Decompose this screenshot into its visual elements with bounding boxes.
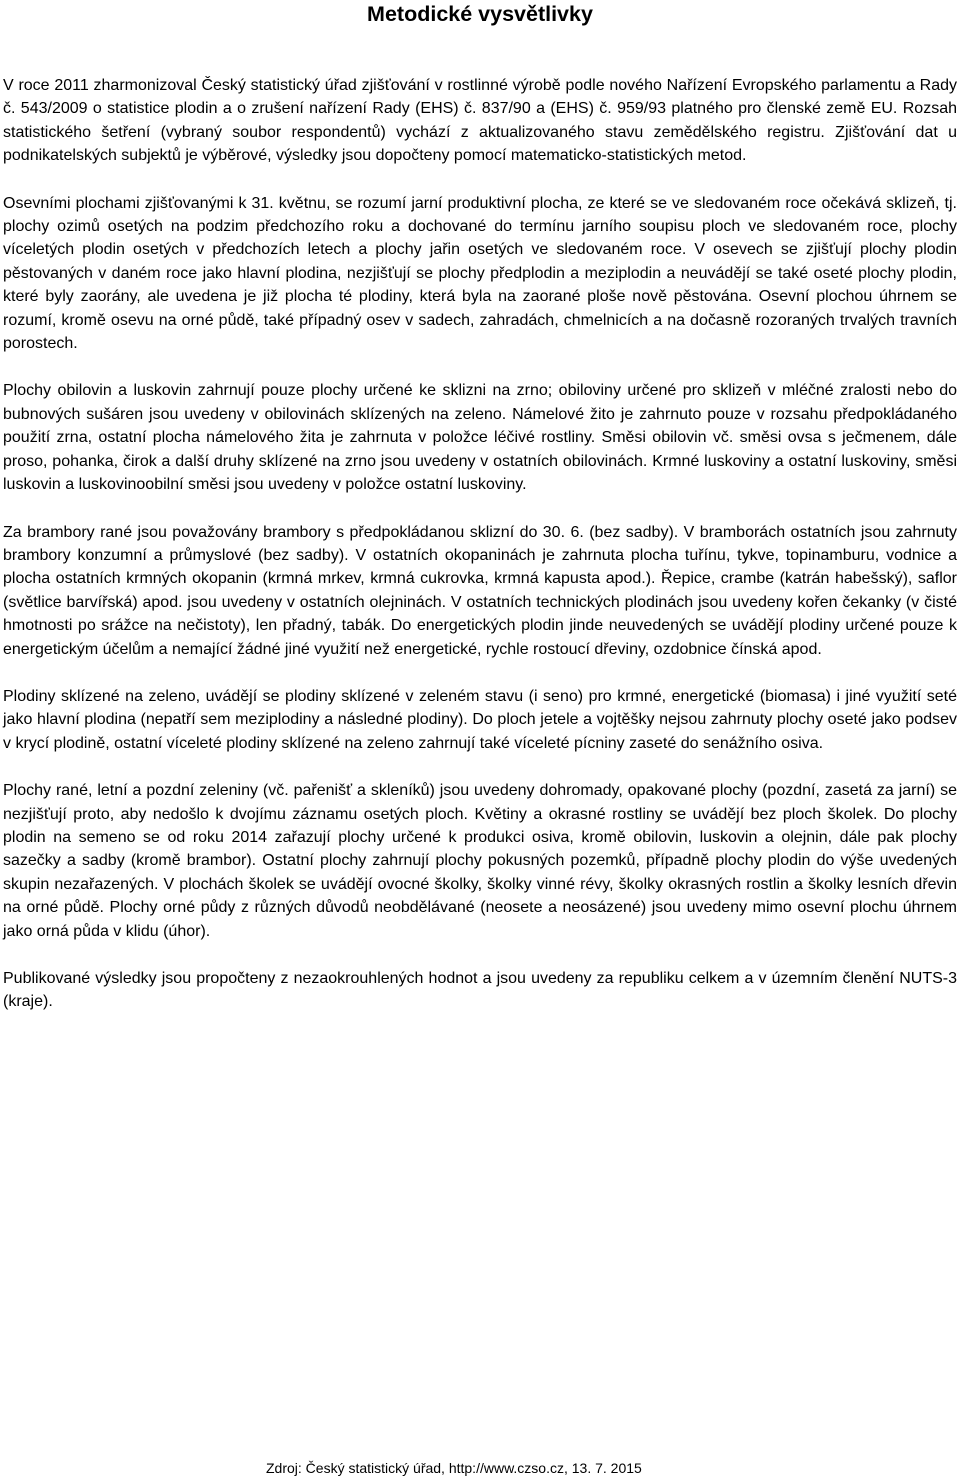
source-footer: Zdroj: Český statistický úřad, http://www.czso.cz, 13. 7. 2015 bbox=[266, 1460, 642, 1476]
paragraph-methodology: V roce 2011 zharmonizoval Český statistický úřad zjišťování v rostlinné výrobě podle nového Nařízení Evropského parlamentu a Rady č. 543/2009 o statistice plodin a o zrušení nařízení Rady (EHS) č. 837/90 a (EHS) č. 959/93 platného pro členské země EU. Rozsah statistického šetření (vybraný soubor respondentů) vychází z aktualizovaného stavu zemědělského registru. Zjišťování dat u podnikatelských subjektů je výběrové, výsledky jsou dopočteny pomocí matematicko-statistických metod. bbox=[3, 77, 957, 165]
paragraph-green-crops: Plodiny sklízené na zeleno, uvádějí se plodiny sklízené v zeleném stavu (i seno) pro krmné, energetické (biomasa) i jiné využití seté jako hlavní plodina (nepatří sem meziplodiny a následné plodiny). Do ploch jetele a vojtěšky nejsou zahrnuty plochy oseté jako podsev v krycí plodině, ostatní víceleté plodiny sklízené na zeleno zahrnují také víceleté pícniny zaseté do senážního osiva. bbox=[3, 687, 957, 752]
paragraph-published-results: Publikované výsledky jsou propočteny z nezaokrouhlených hodnot a jsou uvedeny za republiku celkem a v územním členění NUTS-3 (kraje). bbox=[3, 970, 957, 1011]
paragraph-potatoes-root-crops: Za brambory rané jsou považovány brambory s předpokládanou sklizní do 30. 6. (bez sadby). V bramborách ostatních jsou zahrnuty brambory konzumní a průmyslové (bez sadby). V ostatních okopaninách je zahrnuta plocha tuřínu, tykve, topinamburu, vodnice a plocha ostatních krmných okopanin (krmná mrkev, krmná cukrovka, krmná kapusta apod.). Řepice, crambe (katrán habešský), saflor (světlice barvířská) apod. jsou uvedeny v ostatních olejninách. V ostatních technických plodinách jsou uvedeny kořen čekanky (v čisté hmotnosti po srážce na nečistoty), len přadný, tabák. Do energetických plodin jinde neuvedených se uvádějí plodiny určené pouze k energetickým účelům a nemající žádné jiné využití než energetické, rychle rostoucí dřeviny, ozdobnice čínská apod. bbox=[3, 523, 957, 658]
document-body bbox=[3, 74, 957, 1038]
paragraph-cereals-legumes: Plochy obilovin a luskovin zahrnují pouze plochy určené ke sklizni na zrno; obiloviny určené pro sklizeň v mléčné zralosti nebo do bubnových sušáren jsou uvedeny v obilovinách sklízených na zeleno. Námelové žito je zahrnuto pouze v rozsahu předpokládaného použití zrna, ostatní plocha námelového žita je zahrnuta v položce léčivé rostliny. Směsi obilovin vč. směsi ovsa s ječmenem, dále proso, pohanka, čirok a další druhy sklízené na zrno jsou uvedeny v ostatních obilovinách. Krmné luskoviny a ostatní luskoviny, směsi luskovin a luskovinoobilní směsi jsou uvedeny v položce ostatní luskoviny. bbox=[3, 382, 957, 494]
paragraph-vegetables-other: Plochy rané, letní a pozdní zeleniny (vč. pařenišť a skleníků) jsou uvedeny dohromady, opakované plochy (pozdní, zasetá za jarní) se nezjišťují proto, aby nedošlo k dvojímu záznamu osetých ploch. Květiny a okrasné rostliny se uvádějí bez ploch školek. Do plochy plodin na semeno se od roku 2014 zařazují plochy určené k produkci osiva, kromě obilovin, luskovin a olejnin, dále pak plochy sazečky a sadby (kromě brambor). Ostatní plochy zahrnují plochy pokusných pozemků, případně plochy plodin do výše uvedených skupin nezařazených. V plochách školek se uvádějí ovocné školky, školky vinné révy, školky okrasných rostlin a školky lesních dřevin na orné půdě. Plochy orné půdy z různých důvodů neobdělávané (neosete a neosázené) jsou uvedeny mimo osevní plochu úhrnem jako orná půda v klidu (úhor). bbox=[3, 782, 957, 940]
page-title: Metodické vysvětlivky bbox=[367, 2, 593, 26]
paragraph-sown-areas: Osevními plochami zjišťovanými k 31. květnu, se rozumí jarní produktivní plocha, ze které se ve sledovaném roce očekává sklizeň, tj. plochy ozimů osetých na podzim předchozího roku a dochované do termínu jarního soupisu ploch ve sledovaném roce, plochy víceletých plodin osetých v předchozích letech a plochy jařin osetých ve sledovaném roce. V osevech se zjišťují plochy plodin pěstovaných v daném roce jako hlavní plodina, nezjišťují se plochy předplodin a meziplodin a neuvádějí se také oseté plochy plodin, které byly zaorány, ale uvedena je již plocha té plodiny, která byla na zaorané ploše nově pěstována. Osevní plochou úhrnem se rozumí, kromě osevu na orné půdě, také případný osev v sadech, zahradách, chmelnicích a na dočasně rozoraných trvalých travních porostech. bbox=[3, 194, 957, 353]
